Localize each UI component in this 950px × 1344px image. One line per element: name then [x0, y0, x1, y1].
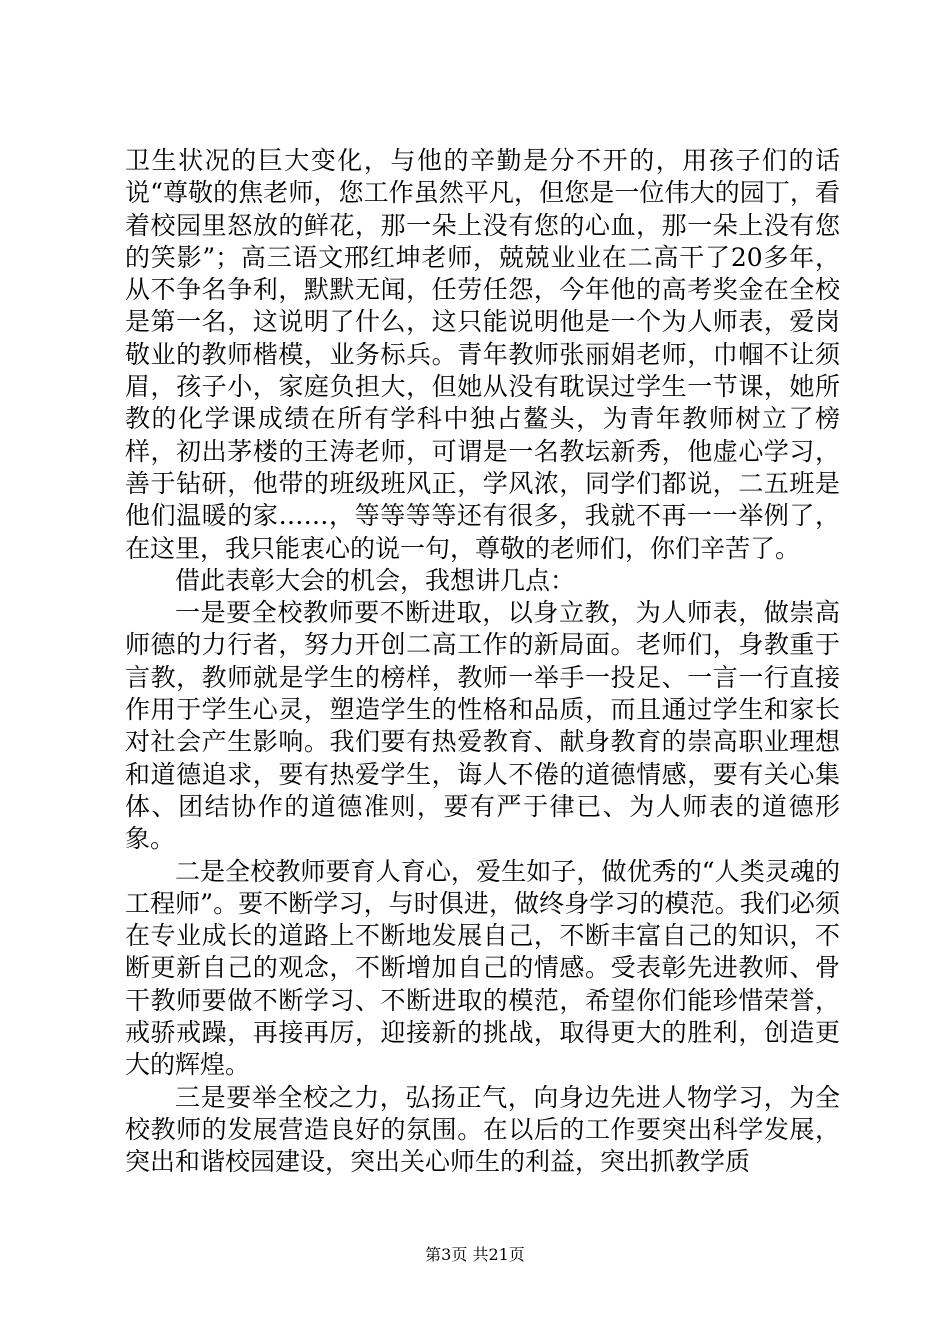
paragraph-2: 借此表彰大会的机会，我想讲几点： — [175, 565, 576, 595]
paragraph-1: 卫生状况的巨大变化，与他的辛勤是分不开的，用孩子们的话说“尊敬的焦老师，您工作虽然平凡，但您是一位伟大的园丁，看着校园里怒放的鲜花，那一朵上没有您的心血，那一朵上没有您的笑影”；高三语文邢红坤老师，兢兢业业在二高干了20多年，从不争名争利，默默无闻，任劳任怨，今年他的高考奖金在全校是第一名，这说明了什么，这只能说明他是一个为人师表，爱岗敬业的教师楷模，业务标兵。青年教师张丽娟老师，巾帼不让须眉，孩子小，家庭负担大，但她从没有耽误过学生一节课，她所教的化学课成绩在所有学科中独占鳌头，为青年教师树立了榜样，初出茅楼的王涛老师，可谓是一名教坛新秀，他虚心学习，善于钻研，他带的班级班风正，学风浓，同学们都说，二五班是他们温暖的家……，等等等等还有很多，我就不再一一举例了，在这里，我只能衷心的说一句，尊敬的老师们，你们辛苦了。 — [125, 146, 840, 563]
paragraph-3: 一是要全校教师要不断进取，以身立教，为人师表，做崇高师德的力行者，努力开创二高工作的新局面。老师们，身教重于言教，教师就是学生的榜样，教师一举手一投足、一言一行直接作用于学生心灵，塑造学生的性格和品质，而且通过学生和家长对社会产生影响。我们要有热爱教育、献身教育的崇高职业理想和道德追求，要有热爱学生，诲人不倦的道德情感，要有关心集体、团结协作的道德准则，要有严于律已、为人师表的道德形象。 — [125, 598, 840, 854]
paragraph-5: 三是要举全校之力，弘扬正气，向身边先进人物学习，为全校教师的发展营造良好的氛围。在以后的工作要突出科学发展，突出和谐校园建设，突出关心师生的利益，突出抓教学质 — [125, 1082, 840, 1177]
document-body — [125, 145, 840, 1179]
paragraph-4: 二是全校教师要育人育心，爱生如子，做优秀的“人类灵魂的工程师”。要不断学习，与时俱进，做终身学习的模范。我们必须在专业成长的道路上不断地发展自己，不断丰富自己的知识，不断更新自己的观念，不断增加自己的情感。受表彰先进教师、骨干教师要做不断学习、不断进取的模范，希望你们能珍惜荣誉，戒骄戒躁，再接再厉，迎接新的挑战，取得更大的胜利，创造更大的辉煌。 — [125, 856, 840, 1080]
page-number-footer: 第3页 共21页 — [425, 1245, 525, 1264]
